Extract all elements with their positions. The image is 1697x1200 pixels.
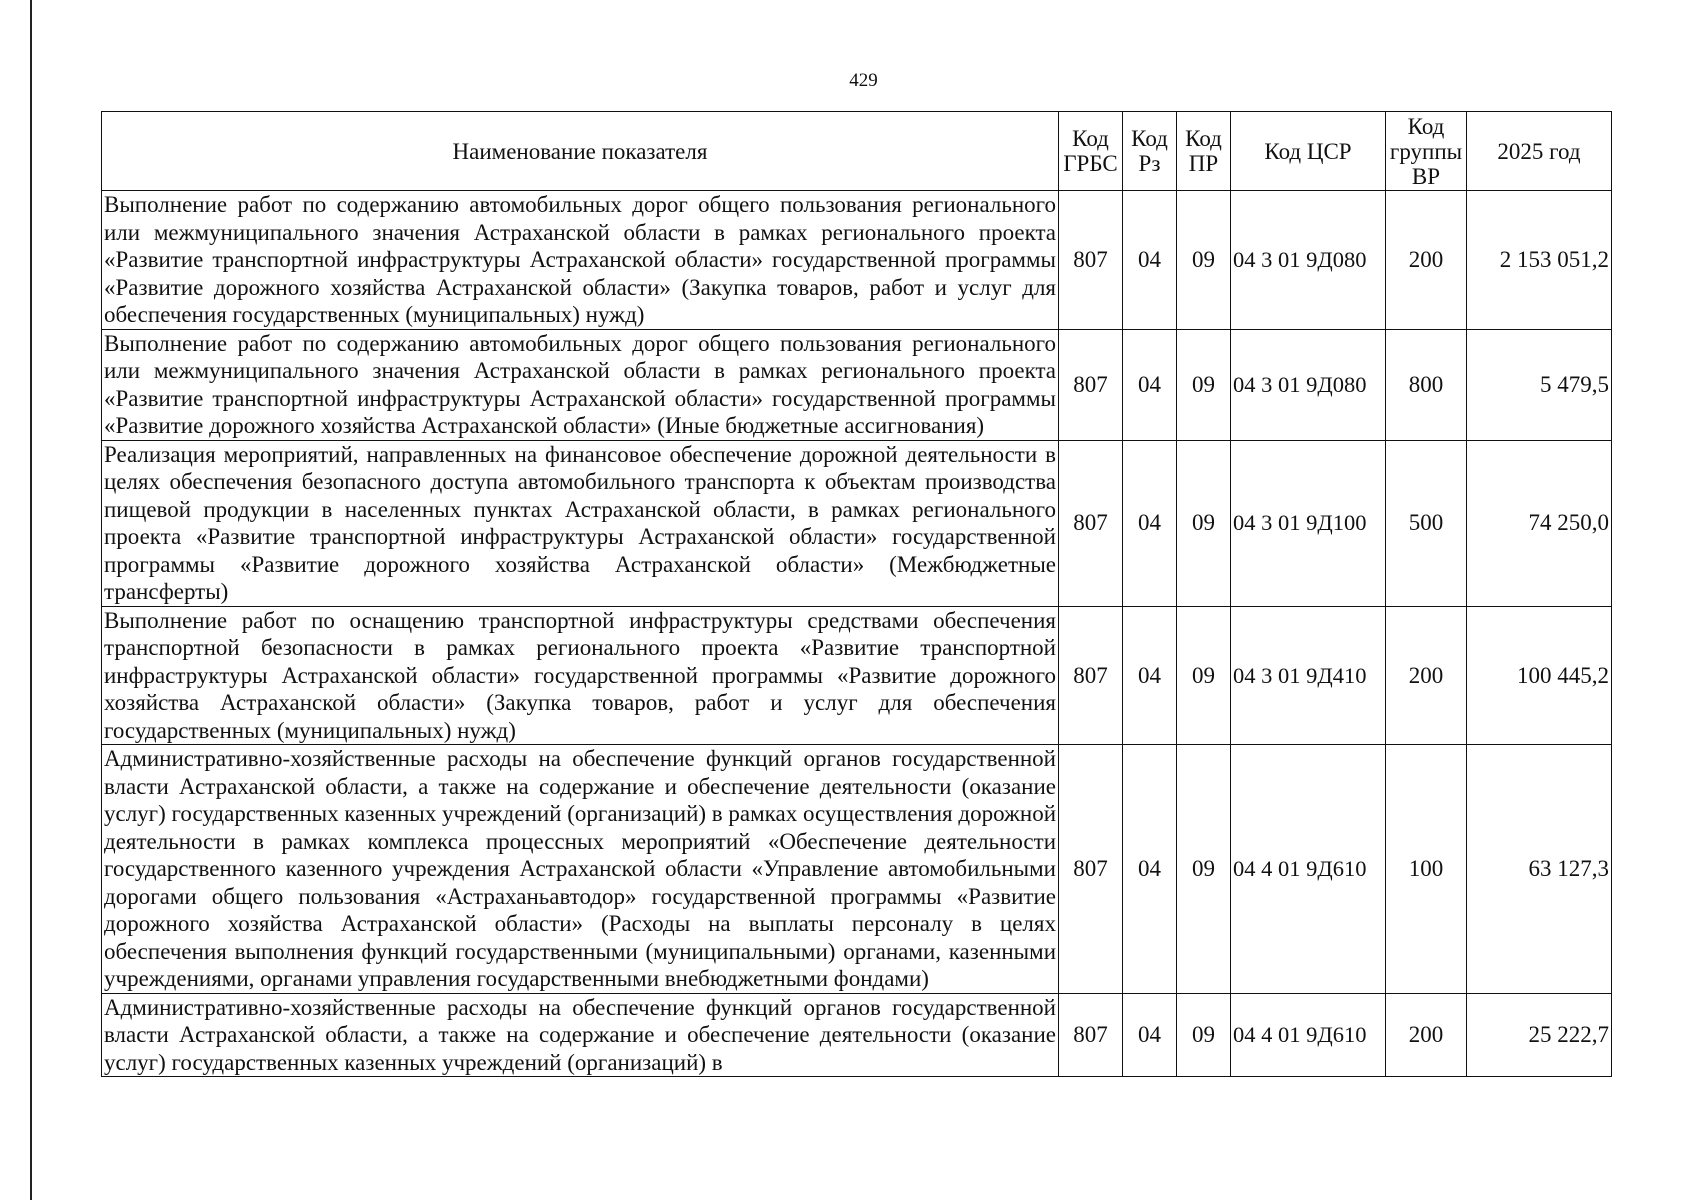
row-vr: 500 (1386, 440, 1467, 606)
row-rz: 04 (1123, 745, 1177, 994)
row-csr: 04 4 01 9Д610 (1231, 745, 1386, 994)
binding-edge-line (30, 0, 32, 1200)
header-pr: Код ПР (1177, 112, 1231, 191)
table-row (102, 191, 1612, 330)
header-year: 2025 год (1467, 112, 1612, 191)
row-csr: 04 3 01 9Д100 (1231, 440, 1386, 606)
row-amount: 2 153 051,2 (1467, 191, 1612, 330)
row-grbs: 807 (1059, 993, 1123, 1077)
row-grbs: 807 (1059, 329, 1123, 440)
row-grbs: 807 (1059, 745, 1123, 994)
table-row (102, 440, 1612, 606)
table-row (102, 329, 1612, 440)
row-rz: 04 (1123, 606, 1177, 745)
row-amount: 5 479,5 (1467, 329, 1612, 440)
row-grbs: 807 (1059, 606, 1123, 745)
budget-table (101, 111, 1612, 1077)
row-vr: 200 (1386, 606, 1467, 745)
table-row (102, 606, 1612, 745)
row-rz: 04 (1123, 440, 1177, 606)
row-amount: 74 250,0 (1467, 440, 1612, 606)
row-grbs: 807 (1059, 440, 1123, 606)
row-rz: 04 (1123, 993, 1177, 1077)
row-amount: 63 127,3 (1467, 745, 1612, 994)
page-number: 429 (849, 70, 878, 91)
row-pr: 09 (1177, 440, 1231, 606)
row-rz: 04 (1123, 329, 1177, 440)
row-vr: 200 (1386, 993, 1467, 1077)
row-csr: 04 3 01 9Д080 (1231, 329, 1386, 440)
row-vr: 100 (1386, 745, 1467, 994)
row-vr: 200 (1386, 191, 1467, 330)
table-row (102, 993, 1612, 1077)
header-csr: Код ЦСР (1231, 112, 1386, 191)
header-grbs: Код ГРБС (1059, 112, 1123, 191)
row-amount: 100 445,2 (1467, 606, 1612, 745)
row-pr: 09 (1177, 191, 1231, 330)
row-pr: 09 (1177, 993, 1231, 1077)
row-pr: 09 (1177, 606, 1231, 745)
row-csr: 04 4 01 9Д610 (1231, 993, 1386, 1077)
row-vr: 800 (1386, 329, 1467, 440)
row-pr: 09 (1177, 745, 1231, 994)
header-name: Наименование показателя (102, 112, 1059, 191)
row-name: Выполнение работ по содержанию автомобильных дорог общего пользования регионального или межмуниципального значения Астраханской области в рамках регионального проекта «Развитие транспортной инфраструктуры Астраханской области» государственной программы «Развитие дорожного хозяйства Астраханской области» (Закупка товаров, работ и услуг для обеспечения государственных (муниципальных) нужд) (102, 191, 1059, 330)
header-rz: Код Рз (1123, 112, 1177, 191)
header-vr: Код группы ВР (1386, 112, 1467, 191)
row-name: Выполнение работ по содержанию автомобильных дорог общего пользования регионального или межмуниципального значения Астраханской области в рамках регионального проекта «Развитие транспортной инфраструктуры Астраханской области» государственной программы «Развитие дорожного хозяйства Астраханской области» (Иные бюджетные ассигнования) (102, 329, 1059, 440)
row-amount: 25 222,7 (1467, 993, 1612, 1077)
row-name: Выполнение работ по оснащению транспортной инфраструктуры средствами обеспечения транспортной безопасности в рамках регионального проекта «Развитие транспортной инфраструктуры Астраханской области» государственной программы «Развитие дорожного хозяйства Астраханской области» (Закупка товаров, работ и услуг для обеспечения государственных (муниципальных) нужд) (102, 606, 1059, 745)
row-name: Административно-хозяйственные расходы на обеспечение функций органов государственной власти Астраханской области, а также на содержание и обеспечение деятельности (оказание услуг) государственных казенных учреждений (организаций) в (102, 993, 1059, 1077)
table-row (102, 745, 1612, 994)
table-header-row (102, 112, 1612, 191)
row-pr: 09 (1177, 329, 1231, 440)
row-name: Реализация мероприятий, направленных на финансовое обеспечение дорожной деятельности в целях обеспечения безопасного доступа автомобильного транспорта к объектам производства пищевой продукции в населенных пунктах Астраханской области, в рамках регионального проекта «Развитие транспортной инфраструктуры Астраханской области» государственной программы «Развитие дорожного хозяйства Астраханской области» (Межбюджетные трансферты) (102, 440, 1059, 606)
row-name: Административно-хозяйственные расходы на обеспечение функций органов государственной власти Астраханской области, а также на содержание и обеспечение деятельности (оказание услуг) государственных казенных учреждений (организаций) в рамках осуществления дорожной деятельности в рамках комплекса процессных мероприятий «Обеспечение деятельности государственного казенного учреждения Астраханской области «Управление автомобильными дорогами общего пользования «Астраханьавтодор» государственной программы «Развитие дорожного хозяйства Астраханской области» (Расходы на выплаты персоналу в целях обеспечения выполнения функций государственными (муниципальными) органами, казенными учреждениями, органами управления государственными внебюджетными фондами) (102, 745, 1059, 994)
row-grbs: 807 (1059, 191, 1123, 330)
row-csr: 04 3 01 9Д410 (1231, 606, 1386, 745)
row-rz: 04 (1123, 191, 1177, 330)
row-csr: 04 3 01 9Д080 (1231, 191, 1386, 330)
